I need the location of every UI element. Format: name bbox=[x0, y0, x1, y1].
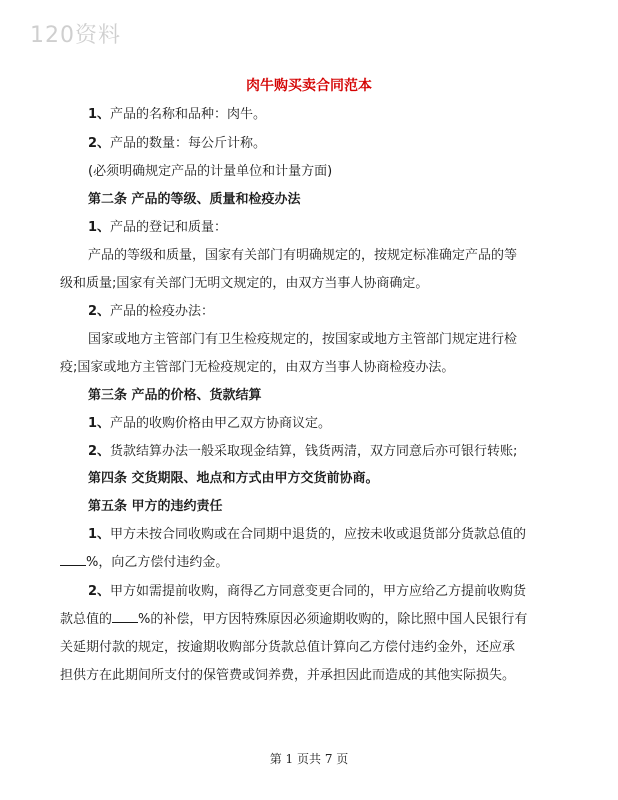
paragraph-line: 级和质量;国家有关部门无明文规定的，由双方当事人协商确定。 bbox=[60, 276, 429, 291]
paragraph-line: (必须明确规定产品的计量单位和计量方面) bbox=[88, 164, 333, 179]
item-text: 产品的名称和品种：肉牛。 bbox=[110, 107, 267, 122]
paragraph-line: 疫;国家或地方主管部门无检疫规定的，由双方当事人协商检疫办法。 bbox=[60, 360, 455, 375]
item-number: 1、 bbox=[88, 527, 111, 542]
page-footer: 第 1 页共 7 页 bbox=[269, 752, 349, 766]
item-number: 2、 bbox=[88, 136, 111, 151]
item-text: 产品的数量：每公斤计称。 bbox=[110, 136, 267, 151]
paragraph-line bbox=[60, 608, 527, 627]
paragraph-line bbox=[88, 412, 331, 431]
document-title: 肉牛购买卖合同范本 bbox=[246, 78, 372, 94]
item-text: 款总值的 bbox=[60, 612, 113, 627]
item-text: %的补偿，甲方因特殊原因必须逾期收购的，除比照中国人民银行有 bbox=[138, 612, 528, 627]
section-heading: 第三条 产品的价格、货款结算 bbox=[88, 388, 262, 403]
item-number: 1、 bbox=[88, 416, 111, 431]
paragraph-line: 担供方在此期间所支付的保管费或饲养费，并承担因此而造成的其他实际损失。 bbox=[60, 668, 516, 683]
fill-in-blank bbox=[112, 610, 138, 623]
item-number: 1、 bbox=[88, 220, 111, 235]
item-number: 1、 bbox=[88, 107, 111, 122]
paragraph-line bbox=[88, 523, 526, 542]
paragraph-line: 国家或地方主管部门有卫生检疫规定的，按国家或地方主管部门规定进行检 bbox=[88, 332, 518, 347]
paragraph-line bbox=[88, 440, 517, 459]
item-number: 2、 bbox=[88, 584, 111, 599]
paragraph-line bbox=[88, 580, 526, 599]
item-text: 货款结算办法一般采取现金结算，钱货两清，双方同意后亦可银行转账; bbox=[110, 444, 518, 459]
item-text: 产品的收购价格由甲乙双方协商议定。 bbox=[110, 416, 332, 431]
item-number: 2、 bbox=[88, 304, 111, 319]
item-text: %，向乙方偿付违约金。 bbox=[86, 555, 229, 570]
fill-in-blank bbox=[60, 553, 86, 566]
paragraph-line: 关延期付款的规定，按逾期收购部分货款总值计算向乙方偿付违约金外，还应承 bbox=[60, 640, 516, 655]
paragraph-line bbox=[60, 551, 228, 570]
paragraph-line: 产品的等级和质量，国家有关部门有明确规定的，按规定标准确定产品的等 bbox=[88, 248, 518, 263]
section-heading: 第五条 甲方的违约责任 bbox=[88, 499, 223, 514]
section-heading: 第二条 产品的等级、质量和检疫办法 bbox=[88, 192, 301, 207]
item-text: 甲方如需提前收购，商得乙方同意变更合同的，甲方应给乙方提前收购货 bbox=[110, 584, 527, 599]
item-text: 产品的检疫办法： bbox=[110, 304, 215, 319]
paragraph-line bbox=[88, 132, 266, 151]
item-number: 2、 bbox=[88, 444, 111, 459]
watermark: 120资料 bbox=[30, 23, 121, 48]
paragraph-line bbox=[88, 103, 266, 122]
item-text: 甲方未按合同收购或在合同期中退货的，应按未收或退货部分货款总值的 bbox=[110, 527, 527, 542]
paragraph-line bbox=[88, 216, 227, 235]
section-heading: 第四条 交货期限、地点和方式由甲方交货前协商。 bbox=[88, 471, 379, 486]
item-text: 产品的登记和质量： bbox=[110, 220, 228, 235]
paragraph-line bbox=[88, 300, 214, 319]
